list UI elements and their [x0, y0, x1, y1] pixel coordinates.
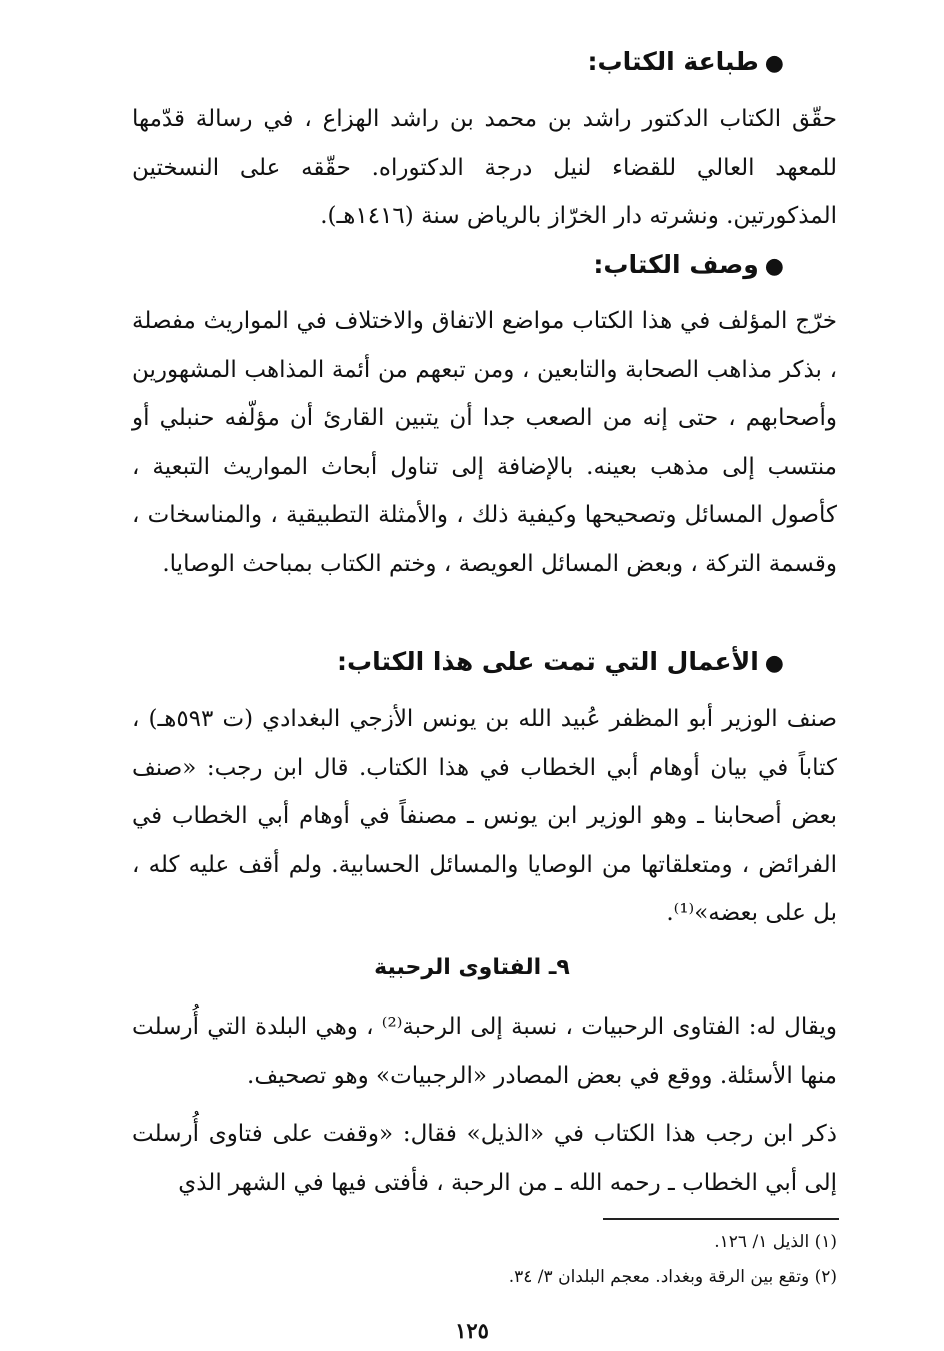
footnote-2: (٢) وتقع بين الرقة وبغداد. معجم البلدان ٣/ ٣٤. [508, 1267, 837, 1287]
page-number: ١٢٥ [455, 1318, 489, 1343]
printing-heading-text: طباعة الكتاب: [587, 47, 759, 76]
bullet-icon: ● [764, 651, 784, 676]
description-heading [593, 250, 784, 279]
rahbiyya-paragraph-1: ويقال له: الفتاوى الرحبيات ، نسبة إلى الرحبة⁽²⁾ ، وهي البلدة التي أُرسلت منها الأسئلة. ووقع في بعض المصادر «الرجبيات» وهو تصحيف. [132, 1014, 837, 1089]
description-paragraph: خرّج المؤلف في هذا الكتاب مواضع الاتفاق والاختلاف في المواريث مفصلة ، بذكر مذاهب الصحابة والتابعين ، ومن تبعهم من أئمة المذاهب المشهورين وأصحابهم ، حتى إنه من الصعب جدا أن يتبين القارئ أن مؤلّفه حنبلي أو منتسب إلى مذهب بعينه. بالإضافة إلى تناول أبحاث المواريث التبعية ، كأصول المسائل وتصحيحها وكيفية ذلك ، والأمثلة التطبيقية ، والمناسخات ، وقسمة التركة ، وبعض المسائل العويصة ، وختم الكتاب بمباحث الوصايا. [132, 308, 837, 577]
rahbiyya-paragraph-2: ذكر ابن رجب هذا الكتاب في «الذيل» فقال: «وقفت على فتاوى أُرسلت إلى أبي الخطاب ـ رحمه الله ـ من الرحبة ، فأفتى فيها في الشهر الذي [132, 1121, 837, 1196]
bullet-icon: ● [764, 51, 784, 76]
printing-paragraph: حقّق الكتاب الدكتور راشد بن محمد بن راشد الهزاع ، في رسالة قدّمها للمعهد العالي للقضاء لنيل درجة الدكتوراه. حقّقه على النسختين المذكورتين. ونشرته دار الخرّاز بالرياض سنة (١٤١٦هـ). [132, 106, 837, 229]
bullet-icon: ● [764, 254, 784, 279]
printing-heading [588, 47, 785, 76]
works-heading [337, 647, 784, 676]
works-paragraph: صنف الوزير أبو المظفر عُبيد الله بن يونس الأزجي البغدادي (ت ٥٩٣هـ) ، كتاباً في بيان أوهام أبي الخطاب في هذا الكتاب. قال ابن رجب: «صنف بعض أصحابنا ـ وهو الوزير ابن يونس ـ مصنفاً في أوهام أبي الخطاب في الفرائض ، ومتعلقاتها من الوصايا والمسائل الحسابية. ولم أقف عليه كله ، بل على بعضه»⁽¹⁾. [132, 706, 838, 926]
section-title: ٩ـ الفتاوى الرحبية [374, 955, 570, 980]
works-heading-text: الأعمال التي تمت على هذا الكتاب: [336, 647, 759, 676]
description-heading-text: وصف الكتاب: [593, 250, 759, 279]
footnote-1: (١) الذيل ١/ ١٢٦. [714, 1232, 837, 1252]
footnote-divider [603, 1218, 839, 1220]
